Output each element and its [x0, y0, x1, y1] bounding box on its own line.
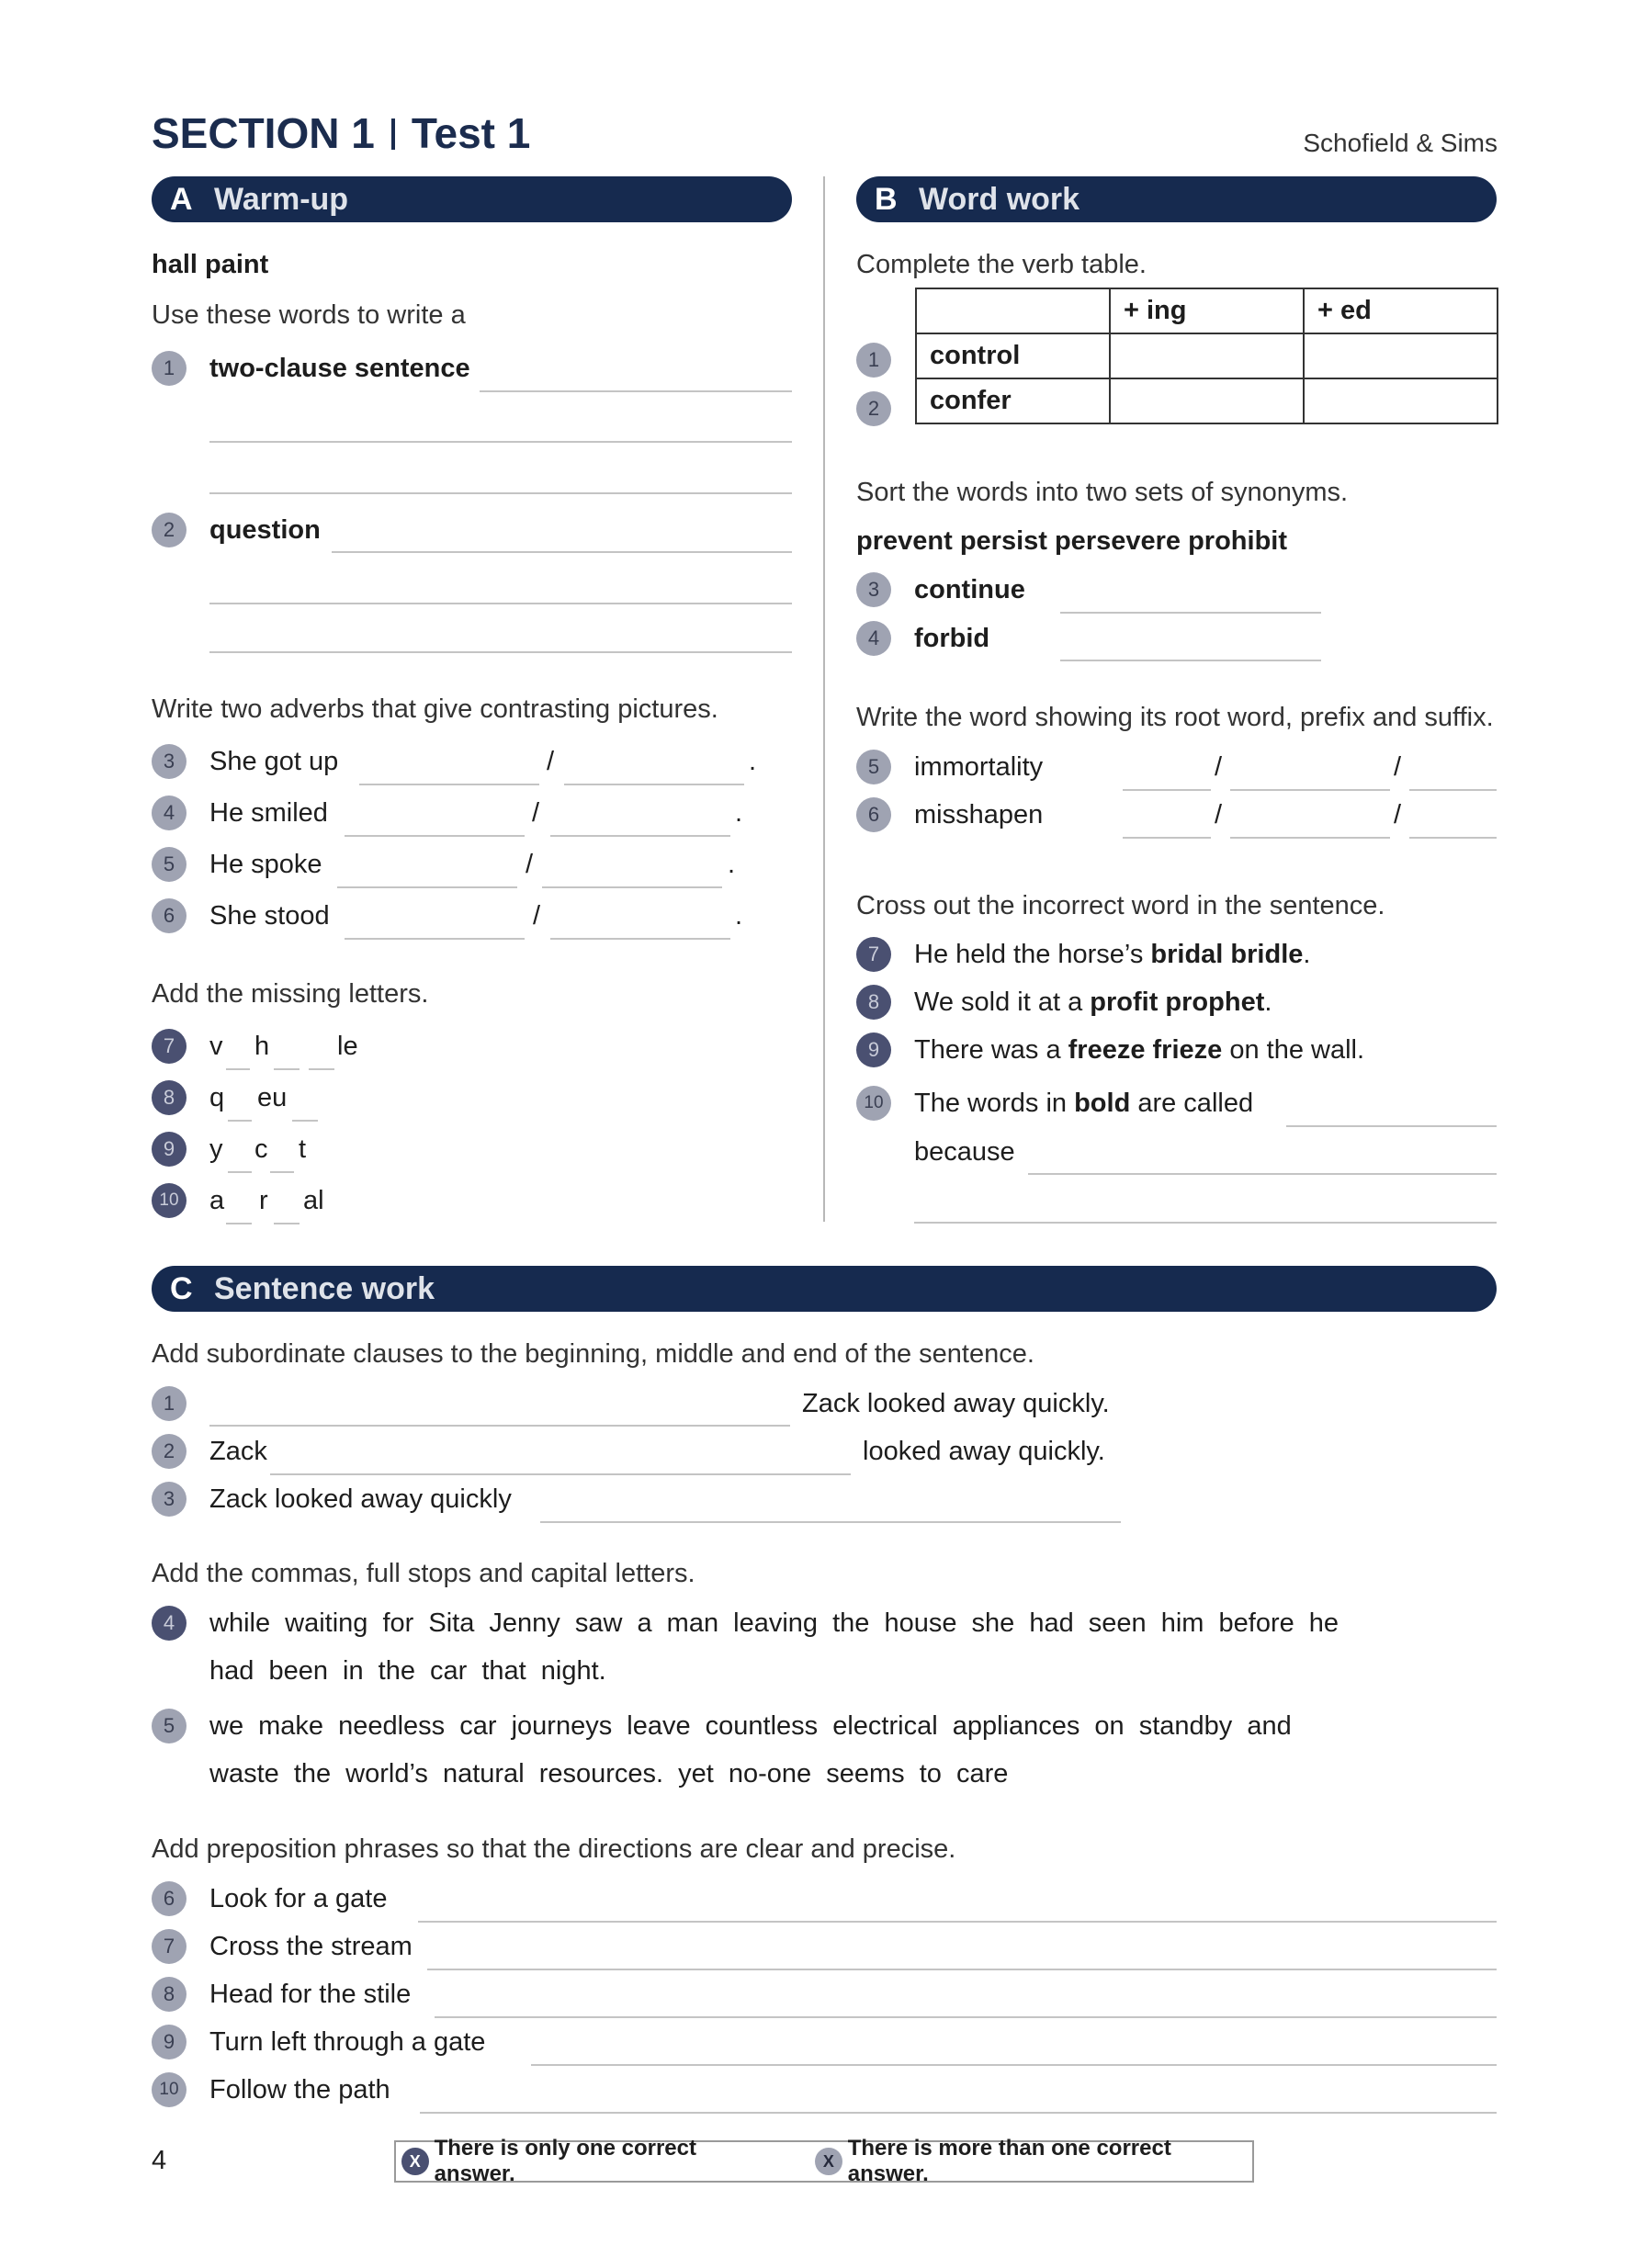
question-number: 7 — [152, 1929, 187, 1964]
letter: h — [254, 1032, 270, 1061]
question-number: 6 — [152, 898, 187, 933]
answer-line[interactable] — [209, 1425, 790, 1427]
letter: le — [337, 1032, 358, 1061]
question-number: 8 — [152, 1977, 187, 2012]
column-divider — [823, 176, 825, 1222]
prompt: Follow the path — [209, 2075, 390, 2104]
answer-line[interactable] — [1409, 837, 1497, 839]
answer-line[interactable] — [1286, 1125, 1497, 1127]
instruction: Add subordinate clauses to the beginning, middle and end of the sentence. — [152, 1339, 1034, 1369]
answer-line[interactable] — [418, 1921, 1497, 1923]
multiple-answer-label: There is more than one correct answer. — [847, 2136, 1171, 2186]
separator: / — [533, 901, 541, 931]
answer-line[interactable] — [1060, 612, 1321, 614]
question-number: 5 — [152, 1709, 187, 1743]
table-header: + ed — [1304, 288, 1498, 333]
answer-line[interactable] — [427, 1969, 1497, 1970]
prompt: continue — [914, 575, 1025, 604]
answer-line[interactable] — [564, 784, 744, 785]
blank[interactable] — [226, 1068, 250, 1070]
letter: q — [209, 1083, 225, 1112]
table-row-label: control — [916, 333, 1110, 378]
question-number: 10 — [856, 1086, 891, 1121]
full-stop: . — [728, 850, 736, 879]
prompt: He smiled — [209, 798, 328, 828]
answer-line[interactable] — [1409, 789, 1497, 791]
table-answer-cell[interactable] — [1304, 333, 1498, 378]
page-number: 4 — [152, 2146, 167, 2175]
answer-line[interactable] — [1123, 837, 1211, 839]
full-stop: . — [749, 747, 757, 776]
choice-words[interactable]: freeze frieze — [1068, 1035, 1223, 1065]
question-number: 3 — [856, 572, 891, 607]
sentence: There was a freeze frieze on the wall. — [914, 1035, 1365, 1065]
prompt: Zack looked away quickly — [209, 1484, 512, 1514]
instruction: Write the word showing its root word, prefix and suffix. — [856, 703, 1494, 732]
prompt: question — [209, 515, 321, 545]
separator: / — [532, 798, 540, 828]
answer-line[interactable] — [914, 1222, 1497, 1224]
prompt: She stood — [209, 901, 330, 931]
blank[interactable] — [228, 1171, 252, 1173]
instruction: Add preposition phrases so that the directions are clear and precise. — [152, 1834, 956, 1864]
verb-table — [915, 288, 1498, 424]
prompt: She got up — [209, 747, 339, 776]
table-row-label: confer — [916, 378, 1110, 423]
answer-line[interactable] — [209, 492, 792, 494]
letter: eu — [257, 1083, 288, 1112]
answer-line[interactable] — [1230, 789, 1390, 791]
separator: / — [1215, 800, 1223, 829]
answer-line[interactable] — [209, 603, 792, 604]
blank[interactable] — [226, 1223, 252, 1224]
given-words: hall paint — [152, 250, 269, 279]
answer-line[interactable] — [540, 1521, 1121, 1523]
answer-line[interactable] — [1230, 837, 1390, 839]
question-number: 4 — [856, 621, 891, 656]
instruction: Use these words to write a — [152, 300, 466, 330]
multiple-answer-icon: X — [815, 2148, 842, 2175]
answer-line[interactable] — [359, 784, 539, 785]
question-number: 9 — [152, 2025, 187, 2059]
blank[interactable] — [270, 1171, 294, 1173]
table-answer-cell[interactable] — [1304, 378, 1498, 423]
prompt: misshapen — [914, 800, 1044, 829]
answer-line[interactable] — [480, 390, 792, 392]
question-number: 3 — [152, 744, 187, 779]
instruction: Write two adverbs that give contrasting pictures. — [152, 694, 718, 724]
answer-line[interactable] — [435, 2016, 1497, 2018]
prompt: Head for the stile — [209, 1980, 412, 2009]
instruction: Sort the words into two sets of synonyms. — [856, 478, 1349, 507]
question-number: 6 — [856, 797, 891, 832]
synonym-words: prevent persist persevere prohibit — [856, 526, 1287, 556]
answer-line[interactable] — [345, 835, 525, 837]
full-stop: . — [735, 798, 743, 828]
letter: y — [209, 1134, 223, 1164]
prompt: looked away quickly. — [863, 1437, 1105, 1466]
prompt: Look for a gate — [209, 1884, 388, 1913]
separator: / — [1394, 752, 1402, 782]
separator: / — [526, 850, 534, 879]
letter: v — [209, 1032, 223, 1061]
question-number: 2 — [152, 1434, 187, 1469]
question-number: 1 — [152, 351, 187, 386]
answer-key — [394, 2136, 1254, 2186]
question-number: 4 — [152, 1606, 187, 1641]
sentence-line: waste the world’s natural resources. yet no-one seems to care — [209, 1759, 1009, 1788]
answer-line[interactable] — [209, 651, 792, 653]
answer-line[interactable] — [1123, 789, 1211, 791]
instruction: Add the missing letters. — [152, 979, 429, 1009]
answer-line[interactable] — [332, 551, 792, 553]
answer-line[interactable] — [345, 938, 525, 940]
question-number: 7 — [856, 937, 891, 972]
answer-line[interactable] — [1060, 660, 1321, 661]
prompt: forbid — [914, 624, 990, 653]
instruction: Complete the verb table. — [856, 250, 1147, 279]
sentence: We sold it at a profit prophet. — [914, 987, 1272, 1017]
letter: c — [254, 1134, 268, 1164]
section-a-banner: A Warm-up — [152, 176, 792, 222]
answer-line[interactable] — [420, 2112, 1497, 2114]
question-number: 1 — [856, 343, 891, 378]
question-number: 8 — [856, 985, 891, 1020]
section-b-banner: B Word work — [856, 176, 1497, 222]
publisher: Schofield & Sims — [1303, 129, 1498, 157]
question-number: 10 — [152, 1183, 187, 1218]
prompt: He spoke — [209, 850, 322, 879]
separator: / — [1215, 752, 1223, 782]
question-number: 8 — [152, 1080, 187, 1115]
question-number: 5 — [152, 847, 187, 882]
blank[interactable] — [309, 1068, 334, 1070]
prompt: Zack looked away quickly. — [802, 1389, 1110, 1418]
question-number: 10 — [152, 2072, 187, 2107]
prompt: Turn left through a gate — [209, 2027, 486, 2057]
question-number: 1 — [152, 1386, 187, 1421]
prompt: because — [914, 1137, 1015, 1167]
full-stop: . — [735, 901, 743, 931]
table-header-empty — [916, 288, 1110, 333]
answer-line[interactable] — [1028, 1173, 1497, 1175]
sentence-line: we make needless car journeys leave countless electrical appliances on standby and — [209, 1711, 1292, 1741]
sentence-line: while waiting for Sita Jenny saw a man leaving the house she had seen him before he — [209, 1608, 1339, 1638]
separator: / — [547, 747, 555, 776]
question-number: 4 — [152, 795, 187, 830]
question-number: 3 — [152, 1482, 187, 1517]
page-title: SECTION 1 Test 1 — [152, 109, 531, 157]
sentence: He held the horse’s bridal bridle. — [914, 940, 1311, 969]
sentence-line: had been in the car that night. — [209, 1656, 606, 1686]
question-number: 9 — [152, 1132, 187, 1167]
answer-line[interactable] — [542, 886, 722, 888]
table-header: + ing — [1110, 288, 1304, 333]
section-c-banner: C Sentence work — [152, 1266, 1497, 1312]
separator: / — [1394, 800, 1402, 829]
one-answer-label: There is only one correct answer. — [434, 2136, 696, 2186]
prompt: two-clause sentence — [209, 354, 470, 383]
letter: al — [303, 1186, 324, 1215]
letter: t — [299, 1134, 307, 1164]
instruction: Add the commas, full stops and capital letters. — [152, 1559, 695, 1588]
letter: r — [259, 1186, 268, 1215]
answer-line[interactable] — [337, 886, 517, 888]
choice-words[interactable]: profit prophet — [1090, 987, 1265, 1017]
instruction: Cross out the incorrect word in the sentence. — [856, 891, 1385, 920]
question-number: 9 — [856, 1032, 891, 1067]
answer-line[interactable] — [550, 938, 730, 940]
table-answer-cell[interactable] — [1110, 333, 1304, 378]
prompt: Cross the stream — [209, 1932, 413, 1961]
sentence: The words in bold are called — [914, 1089, 1254, 1118]
one-answer-icon: X — [401, 2148, 429, 2175]
prompt: Zack — [209, 1437, 267, 1466]
choice-words[interactable]: bridal bridle — [1150, 940, 1304, 969]
answer-line[interactable] — [531, 2064, 1497, 2066]
question-number: 6 — [152, 1881, 187, 1916]
blank[interactable] — [274, 1068, 300, 1070]
blank[interactable] — [292, 1120, 318, 1122]
answer-line[interactable] — [209, 441, 792, 443]
blank[interactable] — [274, 1223, 300, 1224]
letter: a — [209, 1186, 225, 1215]
prompt: immortality — [914, 752, 1044, 782]
blank[interactable] — [228, 1120, 252, 1122]
answer-line[interactable] — [550, 835, 730, 837]
question-number: 2 — [152, 513, 187, 547]
answer-line[interactable] — [270, 1473, 851, 1475]
question-number: 7 — [152, 1029, 187, 1064]
question-number: 2 — [856, 391, 891, 426]
table-answer-cell[interactable] — [1110, 378, 1304, 423]
question-number: 5 — [856, 750, 891, 784]
